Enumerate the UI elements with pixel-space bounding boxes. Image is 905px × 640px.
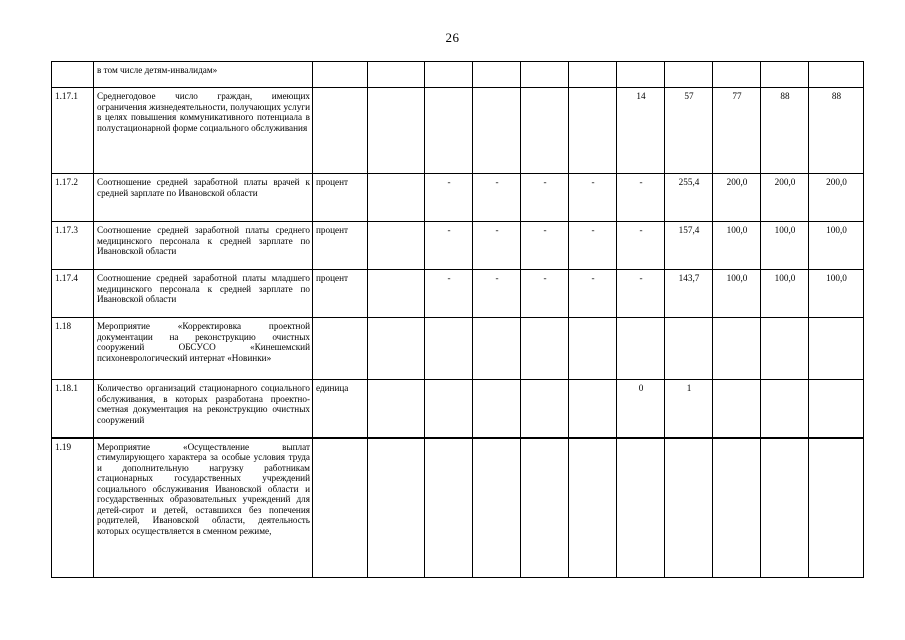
row-unit-cell	[313, 318, 368, 380]
row-code-cell: 1.18.1	[52, 380, 94, 438]
row-value-cell	[425, 438, 473, 578]
row-value-cell: 143,7	[665, 270, 713, 318]
row-value-cell	[713, 318, 761, 380]
row-value-cell	[473, 62, 521, 88]
row-unit-cell: единица	[313, 380, 368, 438]
row-value-cell: -	[473, 270, 521, 318]
row-value-cell	[713, 438, 761, 578]
row-value-cell: 200,0	[713, 174, 761, 222]
row-value-cell	[473, 380, 521, 438]
row-value-cell	[473, 438, 521, 578]
table-row	[52, 318, 864, 380]
row-value-cell	[761, 380, 809, 438]
row-value-cell	[425, 318, 473, 380]
row-value-cell: 200,0	[761, 174, 809, 222]
row-unit-cell	[313, 62, 368, 88]
row-value-cell: 100,0	[761, 222, 809, 270]
row-value-cell	[425, 62, 473, 88]
table-row	[52, 174, 864, 222]
row-value-cell: 1	[665, 380, 713, 438]
row-value-cell: 100,0	[761, 270, 809, 318]
row-value-cell: -	[617, 174, 665, 222]
row-value-cell: 100,0	[713, 270, 761, 318]
row-unit-cell: процент	[313, 174, 368, 222]
row-value-cell: -	[425, 174, 473, 222]
row-value-cell: -	[569, 174, 617, 222]
row-code-cell: 1.17.1	[52, 88, 94, 174]
row-value-cell	[569, 438, 617, 578]
indicator-table	[51, 61, 864, 578]
row-value-cell: 100,0	[809, 222, 864, 270]
row-code-cell: 1.18	[52, 318, 94, 380]
row-value-cell: 255,4	[665, 174, 713, 222]
row-value-cell	[569, 88, 617, 174]
row-value-cell	[521, 88, 569, 174]
row-value-cell: -	[473, 222, 521, 270]
row-value-cell	[368, 88, 425, 174]
row-value-cell: -	[617, 270, 665, 318]
row-description-cell: Соотношение средней заработной платы врачей к средней зарплате по Ивановской области	[94, 174, 313, 222]
row-value-cell	[569, 318, 617, 380]
table-row	[52, 88, 864, 174]
row-value-cell	[617, 62, 665, 88]
row-description-cell: Мероприятие «Осуществление выплат стимулирующего характера за особые условия труда и дополнительную нагрузку работникам стационарных государственных учреждений социального обслуживания Ивановской области и государственных образовательных учреждений для детей-сирот и детей, оставшихся без попечения родителей, Ивановской области, деятельность которых осуществляется в сменном режиме,	[94, 438, 313, 578]
row-value-cell: 100,0	[809, 270, 864, 318]
row-value-cell	[521, 318, 569, 380]
row-value-cell: -	[521, 222, 569, 270]
row-code-cell: 1.17.2	[52, 174, 94, 222]
row-value-cell: -	[473, 174, 521, 222]
row-value-cell: -	[569, 222, 617, 270]
row-value-cell	[665, 438, 713, 578]
row-value-cell	[713, 380, 761, 438]
row-value-cell	[617, 438, 665, 578]
table-row	[52, 222, 864, 270]
row-description-cell: Соотношение средней заработной платы среднего медицинского персонала к средней зарплате по Ивановской области	[94, 222, 313, 270]
row-value-cell: 200,0	[809, 174, 864, 222]
row-value-cell: 157,4	[665, 222, 713, 270]
row-code-cell: 1.19	[52, 438, 94, 578]
row-code-cell: 1.17.4	[52, 270, 94, 318]
row-value-cell	[368, 174, 425, 222]
row-value-cell: 88	[809, 88, 864, 174]
row-value-cell: -	[425, 270, 473, 318]
row-value-cell	[368, 318, 425, 380]
row-value-cell	[665, 62, 713, 88]
row-value-cell	[521, 62, 569, 88]
row-description-cell: Мероприятие «Корректировка проектной документации на реконструкцию очистных сооружений ОБСУСО «Кинешемский психоневрологический интернат «Новинки»	[94, 318, 313, 380]
row-value-cell	[617, 318, 665, 380]
row-description-cell: Среднегодовое число граждан, имеющих ограничения жизнедеятельности, получающих услуги в целях повышения коммуникативного потенциала в полустационарной форме социального обслуживания	[94, 88, 313, 174]
row-value-cell	[569, 62, 617, 88]
row-value-cell	[473, 88, 521, 174]
page-number: 26	[445, 30, 460, 45]
row-value-cell	[809, 380, 864, 438]
row-unit-cell: процент	[313, 270, 368, 318]
row-value-cell	[809, 318, 864, 380]
table-row	[52, 62, 864, 88]
row-description-cell: в том числе детям-инвалидам»	[94, 62, 313, 88]
row-value-cell	[473, 318, 521, 380]
row-unit-cell: процент	[313, 222, 368, 270]
row-value-cell	[761, 62, 809, 88]
row-value-cell	[368, 438, 425, 578]
row-value-cell	[368, 222, 425, 270]
row-value-cell: -	[617, 222, 665, 270]
row-value-cell: 88	[761, 88, 809, 174]
row-code-cell: 1.17.3	[52, 222, 94, 270]
row-value-cell	[761, 438, 809, 578]
row-value-cell: 57	[665, 88, 713, 174]
row-value-cell	[761, 318, 809, 380]
row-value-cell	[521, 438, 569, 578]
row-value-cell: 100,0	[713, 222, 761, 270]
row-value-cell	[809, 438, 864, 578]
row-value-cell	[368, 270, 425, 318]
row-value-cell: 0	[617, 380, 665, 438]
row-value-cell	[521, 380, 569, 438]
row-value-cell	[809, 62, 864, 88]
table-row	[52, 380, 864, 438]
row-value-cell	[713, 62, 761, 88]
row-value-cell: 77	[713, 88, 761, 174]
row-value-cell: -	[569, 270, 617, 318]
row-value-cell: -	[521, 270, 569, 318]
row-value-cell	[569, 380, 617, 438]
row-description-cell: Количество организаций стационарного социального обслуживания, в которых разработана проектно-сметная документация на реконструкцию очистных сооружений	[94, 380, 313, 438]
row-value-cell: -	[521, 174, 569, 222]
row-code-cell	[52, 62, 94, 88]
row-value-cell	[368, 62, 425, 88]
row-description-cell: Соотношение средней заработной платы младшего медицинского персонала к средней зарплате по Ивановской области	[94, 270, 313, 318]
row-unit-cell	[313, 438, 368, 578]
row-value-cell	[425, 380, 473, 438]
row-value-cell	[425, 88, 473, 174]
table-row	[52, 270, 864, 318]
row-value-cell	[665, 318, 713, 380]
row-unit-cell	[313, 88, 368, 174]
table-row	[52, 438, 864, 578]
row-value-cell: -	[425, 222, 473, 270]
row-value-cell	[368, 380, 425, 438]
row-value-cell: 14	[617, 88, 665, 174]
